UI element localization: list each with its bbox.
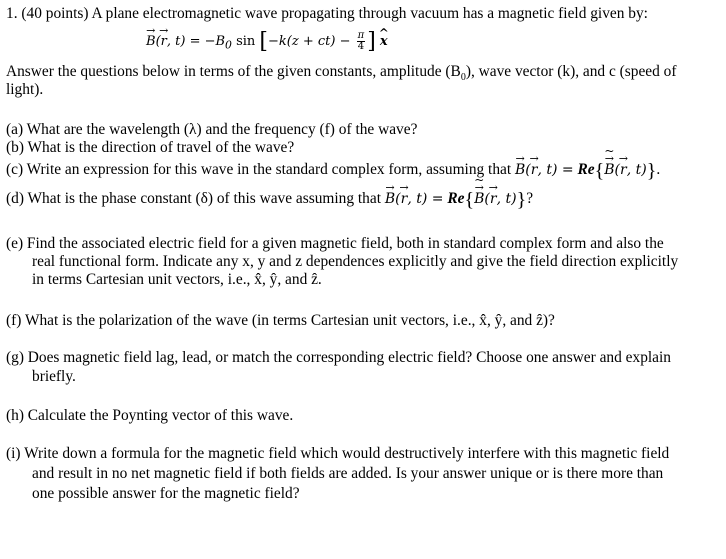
magnetic-field-equation: → B(→ r, $t) = -B_0$ sin [−k(z + ct) − $\frac{\pi}{4}$ ] ^ x [146,31,388,57]
equation-lhs: → B(→ r, $t) = -B_0$ [146,34,236,49]
question-g-line2: briefly. [32,368,76,385]
equation-sin: sin [236,34,256,49]
equation-argument: −k(z + ct) − [268,34,351,49]
fraction-numerator: π [357,30,365,41]
question-b: (b) What is the direction of travel of the wave? [6,139,295,156]
question-c-re: Re [577,161,595,178]
fraction-denominator: 4 [357,41,365,52]
equation-fraction [357,31,366,52]
question-i-line1: (i) Write down a formula for the magnetic field which would destructively interfere with this magnetic field [6,445,670,462]
question-e-line3: in terms Cartesian unit vectors, i.e., x̂, ŷ, and ẑ. [32,271,322,288]
question-a: (a) What are the wavelength (λ) and the frequency (f) of the wave? [6,121,418,138]
question-f: (f) What is the polarization of the wave (in terms Cartesian unit vectors, i.e., x̂, ŷ, and ẑ)? [6,312,555,329]
equation-unit-vector: ^ x [380,31,388,53]
question-c: (c) Write an expression for this wave in the standard complex form, assuming that → B(→ r, t) = Re{→ B ~(→ r, t)}. [6,161,660,180]
question-d: (d) What is the phase constant (δ) of this wave assuming that → B(→ r, t) = Re{→ B ~(→ r, t)}? [6,190,533,209]
equation-subscript: 0 [225,38,232,52]
question-i-line2: and result in no net magnetic field if both fields are added. Is your answer unique or is there more than [32,465,664,482]
question-h: (h) Calculate the Poynting vector of this wave. [6,407,294,424]
answer-instruction-cont: light). [6,81,44,98]
problem-intro: 1. (40 points) A plane electromagnetic wave propagating through vacuum has a magnetic field given by: [6,5,648,22]
question-g-line1: (g) Does magnetic field lag, lead, or match the corresponding electric field? Choose one answer and explain [6,349,671,366]
question-d-re: Re [447,190,465,207]
question-e-line1: (e) Find the associated electric field for a given magnetic field, both in standard complex form and also the [6,235,664,252]
question-e-line2: real functional form. Indicate any x, y and z dependences explicitly and give the field direction explicitly [32,253,679,270]
question-i-line3: one possible answer for the magnetic field? [32,485,300,502]
answer-instruction: Answer the questions below in terms of the given constants, amplitude $(B_0)$, wave vector (k), and c (speed of [6,63,677,84]
